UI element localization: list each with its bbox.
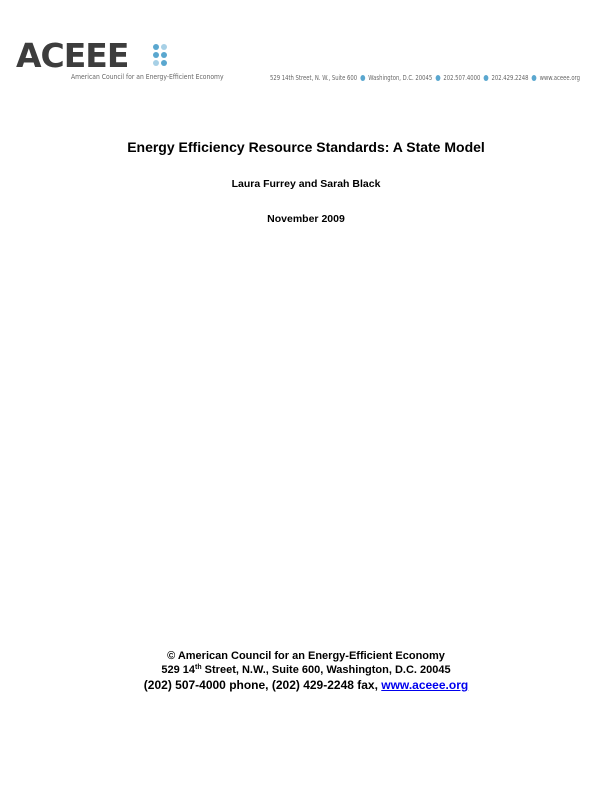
footer-copyright: © American Council for an Energy-Efficient Economy bbox=[167, 650, 445, 662]
bullet-icon bbox=[484, 75, 489, 81]
header-fax: 202.429.2248 bbox=[491, 74, 529, 82]
footer-contact-text: (202) 507-4000 phone, (202) 429-2248 fax, bbox=[143, 678, 382, 692]
logo-subtitle: American Council for an Energy-Efficient Economy bbox=[71, 72, 224, 81]
footer-address-prefix: 529 14 bbox=[161, 664, 196, 676]
footer-website-link[interactable]: www.aceee.org bbox=[381, 678, 469, 692]
bullet-icon bbox=[435, 75, 440, 81]
footer-contact bbox=[0, 677, 612, 693]
footer-address-suffix: Street, N.W., Suite 600, Washington, D.C. 20045 bbox=[201, 664, 451, 676]
document-authors: Laura Furrey and Sarah Black bbox=[231, 178, 381, 190]
footer bbox=[0, 650, 612, 693]
logo-dots-icon bbox=[153, 44, 167, 66]
footer-address bbox=[0, 663, 612, 677]
aceee-logo bbox=[16, 36, 236, 86]
header-phone: 202.507.4000 bbox=[443, 74, 481, 82]
header-contact-bar bbox=[270, 74, 580, 82]
header-website: www.aceee.org bbox=[539, 74, 580, 82]
header-address: 529 14th Street, N. W., Suite 600 bbox=[270, 74, 358, 82]
document-date: November 2009 bbox=[267, 213, 345, 225]
bullet-icon bbox=[532, 75, 537, 81]
document-title: Energy Efficiency Resource Standards: A State Model bbox=[127, 139, 485, 155]
bullet-icon bbox=[360, 75, 365, 81]
header-city: Washington, D.C. 20045 bbox=[368, 74, 433, 82]
footer-address-sup: th bbox=[195, 664, 202, 671]
logo-wordmark: ACEEE bbox=[16, 36, 129, 75]
